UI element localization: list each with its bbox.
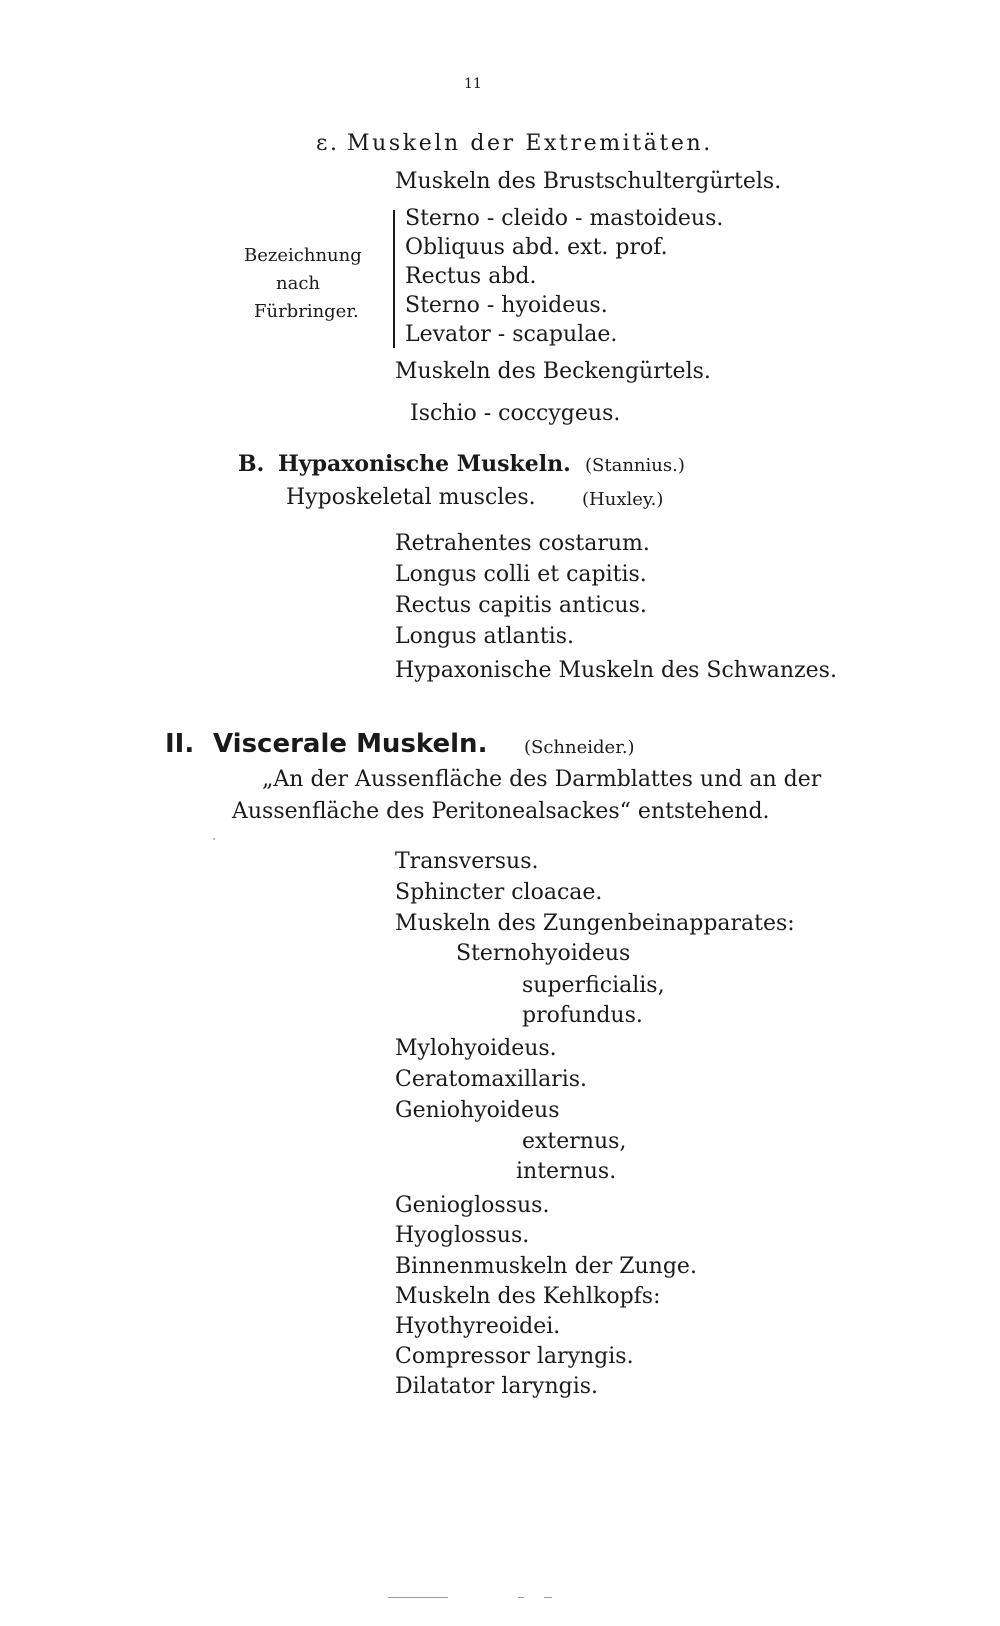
list-item: Sphincter cloacae.	[395, 880, 603, 905]
section-b-title: Hypaxonische Muskeln.	[278, 451, 571, 477]
list-item: Compressor laryngis.	[395, 1344, 634, 1369]
list-item: Sterno - hyoideus.	[405, 293, 608, 318]
print-artifact	[544, 1597, 552, 1598]
quote-line-1: „An der Aussenfläche des Darmblattes und an der	[262, 767, 822, 792]
section-b-author: (Stannius.)	[585, 455, 685, 476]
section-ii-author: (Schneider.)	[524, 737, 635, 758]
list-item: Sternohyoideus	[456, 941, 631, 966]
list-item: Levator - scapulae.	[405, 322, 618, 347]
list-item: Hyothyreoidei.	[395, 1314, 561, 1339]
list-item: Obliquus abd. ext. prof.	[405, 235, 668, 260]
list-item: Ischio - coccygeus.	[410, 401, 621, 426]
page-number: 11	[464, 76, 482, 92]
list-item: Geniohyoideus	[395, 1098, 560, 1123]
list-item: Transversus.	[395, 849, 539, 874]
list-item: Muskeln des Kehlkopfs:	[395, 1284, 661, 1309]
section-b-subtitle-author: (Huxley.)	[582, 489, 664, 510]
print-artifact	[213, 838, 215, 840]
list-item: Sterno - cleido - mastoideus.	[405, 206, 724, 231]
section-ii-numeral: II.	[165, 729, 195, 759]
bracket	[393, 210, 405, 348]
list-item: Hypaxonische Muskeln des Schwanzes.	[395, 658, 837, 683]
list-item: Rectus capitis anticus.	[395, 593, 647, 618]
list-item: Ceratomaxillaris.	[395, 1067, 588, 1092]
list-item: Retrahentes costarum.	[395, 531, 650, 556]
list-item: Binnenmuskeln der Zunge.	[395, 1254, 697, 1279]
list-item: Dilatator laryngis.	[395, 1374, 599, 1399]
list-item: externus,	[522, 1129, 627, 1154]
list-item: Rectus abd.	[405, 264, 537, 289]
section-b-letter: B.	[238, 451, 265, 477]
side-note-line-2: nach	[276, 273, 320, 294]
list-item: Genioglossus.	[395, 1193, 550, 1218]
side-note-line-3: Fürbringer.	[254, 301, 359, 322]
list-item: profundus.	[522, 1003, 643, 1028]
section-ii-title: Viscerale Muskeln.	[213, 729, 488, 759]
side-note-line-1: Bezeichnung	[244, 245, 362, 266]
subheading-beckengurtel: Muskeln des Beckengürtels.	[395, 359, 711, 384]
list-item: Longus colli et capitis.	[395, 562, 647, 587]
print-artifact	[388, 1597, 448, 1598]
quote-line-2: Aussenfläche des Peritonealsackes“ entstehend.	[232, 799, 770, 824]
list-item: superficialis,	[522, 973, 665, 998]
subheading-brustschultergurtel: Muskeln des Brustschultergürtels.	[395, 169, 782, 194]
list-item: internus.	[516, 1159, 617, 1184]
section-e-heading: Muskeln der Extremitäten.	[347, 131, 713, 156]
list-item: Muskeln des Zungenbeinapparates:	[395, 911, 795, 936]
list-item: Hyoglossus.	[395, 1223, 530, 1248]
print-artifact	[518, 1597, 524, 1598]
section-e-letter: ε.	[316, 131, 340, 156]
section-b-subtitle: Hyposkeletal muscles.	[286, 485, 536, 510]
list-item: Longus atlantis.	[395, 624, 574, 649]
list-item: Mylohyoideus.	[395, 1036, 557, 1061]
